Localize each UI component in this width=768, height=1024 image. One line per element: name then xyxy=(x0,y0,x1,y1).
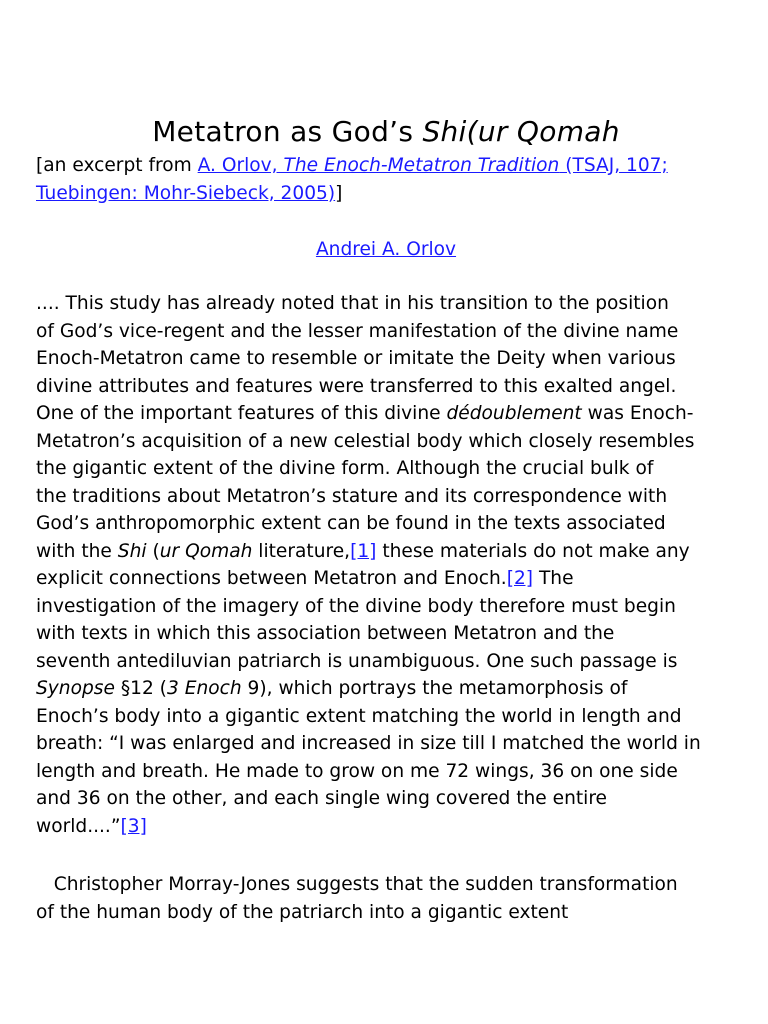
publisher-link[interactable]: Tuebingen: Mohr-Siebeck, 2005) xyxy=(36,182,336,204)
author-name-link[interactable]: Andrei A. Orlov xyxy=(315,239,457,260)
source-citation: [an excerpt from A. Orlov, The Enoch-Metatron Tradition (TSAJ, 107; Tuebingen: Mohr-Siebeck, 2005)] xyxy=(36,155,668,204)
title-italic: Shi(ur Qomah xyxy=(422,115,620,148)
author-link[interactable]: A. Orlov, xyxy=(197,155,284,176)
title-main: Metatron as God’s xyxy=(152,115,423,148)
book-title-link[interactable]: The Enoch-Metatron Tradition (TSAJ, 107; xyxy=(283,155,668,176)
footnote-link-1[interactable]: [1] xyxy=(350,540,377,562)
author-byline xyxy=(36,236,736,264)
footnote-link-3[interactable]: [3] xyxy=(120,815,147,837)
body-paragraph-2: Christopher Morray-Jones suggests that the sudden transformation of the human body of the patriarch into a gigantic extent xyxy=(36,874,678,923)
page-title xyxy=(36,114,736,150)
footnote-link-2[interactable]: [2] xyxy=(506,568,534,589)
body-paragraph-1: .... This study has already noted that in his transition to the position of God’s vice-regent and the lesser manifestation of the divine name Enoch-Metatron came to resemble or imitate the Deity when various divine attributes and features were transferred to this exalted angel. One of the important features of this divine dédoublement was Enoch- Metatron’s acquisition of a new celestial body which closely resembles the gigantic extent of the divine form. Although the crucial bulk of the traditions about Metatron’s stature and its correspondence with God’s anthropomorphic extent can be found in the texts associated with the Shi (ur Qomah literature,[1] these materials do not make any explicit connections between Metatron and Enoch.[2] The investigation of the imagery of the divine body therefore must begin with texts in which this association between Metatron and the seventh antediluvian patriarch is unambiguous. One such passage is Synopse §12 (3 Enoch 9), which portrays the metamorphosis of Enoch’s body into a gigantic extent matching the world in length and breath: “I was enlarged and increased in size till I matched the world in length and breath. He made to grow on me 72 wings, 36 on one side and 36 on the other, and each single wing covered the entire world....”[3] xyxy=(36,293,701,837)
